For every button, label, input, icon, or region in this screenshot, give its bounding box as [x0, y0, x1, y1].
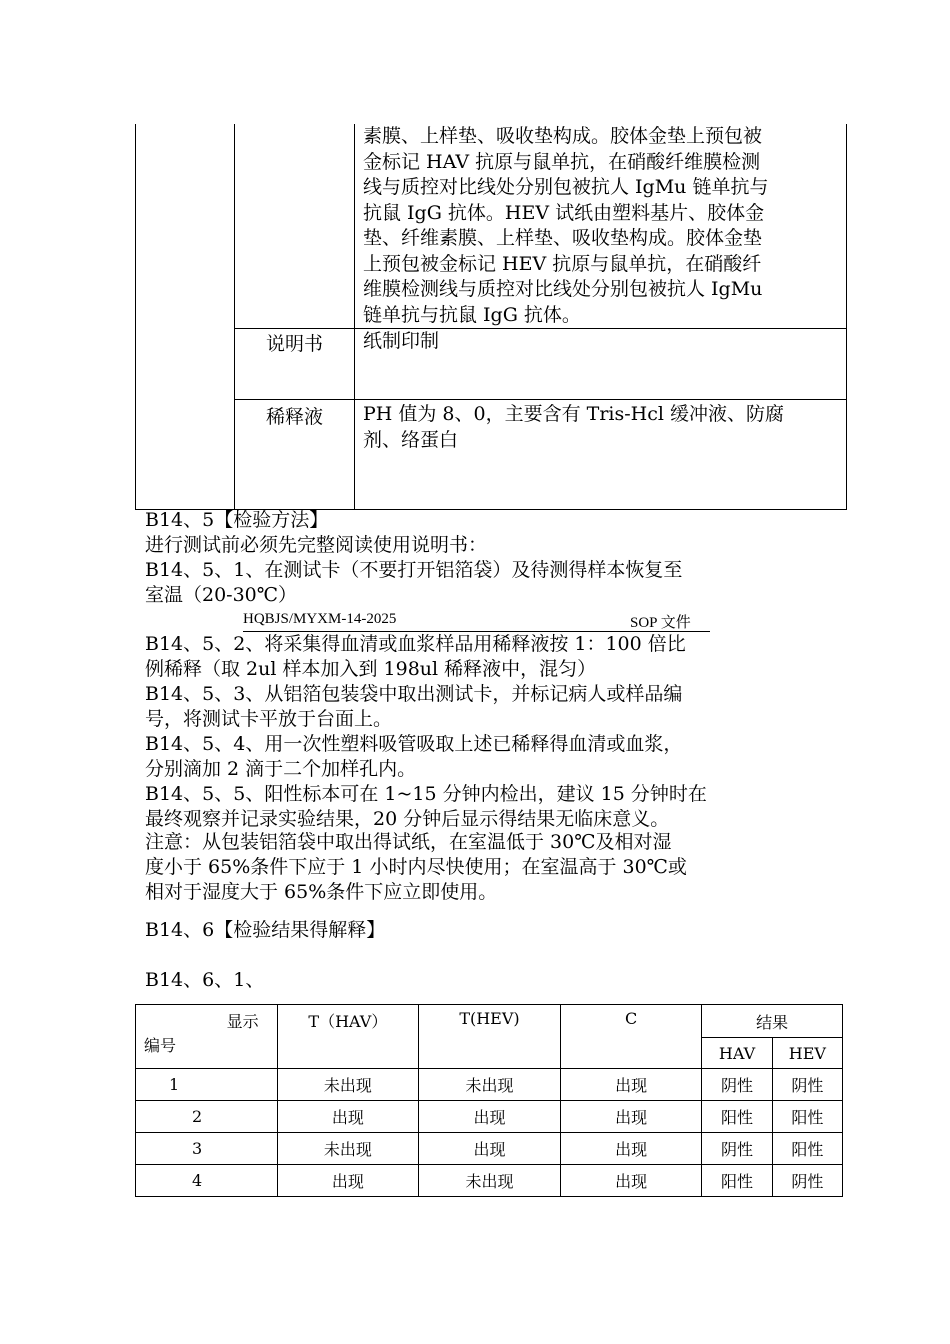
cell-c: 出现 [560, 1133, 702, 1165]
text-line: 分别滴加 2 滴于二个加样孔内。 [145, 758, 417, 780]
component-row [136, 124, 847, 329]
cell-t-hev: 未出现 [419, 1165, 561, 1197]
note [145, 830, 687, 905]
cell-t-hav: 未出现 [277, 1133, 419, 1165]
text-line: 最终观察并记录实验结果，20 分钟后显示得结果无临床意义。 [145, 808, 670, 830]
desc-line: 线与质控对比线处分别包被抗人 IgMu 链单抗与 [363, 176, 769, 198]
component-row [136, 329, 847, 400]
table-row [136, 1069, 843, 1101]
text-line: 注意：从包装铝箔袋中取出得试纸，在室温低于 30℃及相对湿 [145, 831, 672, 853]
cell-hav: 阳性 [702, 1101, 772, 1133]
table-row [136, 1101, 843, 1133]
document-code: HQBJS/MYXM-14-2025 [243, 611, 397, 627]
component-name: 稀释液 [235, 400, 355, 510]
table-row [136, 1133, 843, 1165]
cell-t-hev: 未出现 [419, 1069, 561, 1101]
cell-no: 2 [136, 1101, 278, 1133]
desc-line: 纸制印制 [363, 330, 440, 352]
cell-no: 3 [136, 1133, 278, 1165]
cell-c: 出现 [560, 1101, 702, 1133]
component-name: 说明书 [235, 329, 355, 400]
text-line: 相对于湿度大于 65%条件下应立即使用。 [145, 881, 498, 903]
desc-line: 维膜检测线与质控对比线处分别包被抗人 IgMu [363, 278, 763, 300]
header-display: 显示 [226, 1012, 259, 1031]
section6-sub: B14、6、1、 [145, 969, 265, 991]
text-line: 号，将测试卡平放于台面上。 [145, 708, 393, 730]
cell-no: 1 [136, 1069, 278, 1101]
desc-line: PH 值为 8、0，主要含有 Tris-Hcl 缓冲液、防腐 [363, 403, 784, 425]
cell-hev: 阴性 [772, 1165, 842, 1197]
cell-hav: 阴性 [702, 1069, 772, 1101]
desc-line: 垫、纤维素膜、上样垫、吸收垫构成。胶体金垫 [363, 227, 763, 249]
table-header-row [136, 1005, 843, 1038]
cell-hav: 阴性 [702, 1133, 772, 1165]
text-line: B14、5、3、从铝箔包装袋中取出测试卡，并标记病人或样品编 [145, 683, 683, 705]
document-label: SOP 文件 [630, 615, 691, 631]
component-desc [355, 124, 847, 329]
step-2 [145, 632, 686, 682]
step-3 [145, 682, 682, 732]
cell-t-hav: 出现 [277, 1101, 419, 1133]
cell-t-hav: 未出现 [277, 1069, 419, 1101]
cell-t-hev: 出现 [419, 1101, 561, 1133]
table-row [136, 1165, 843, 1197]
text-line: B14、5、5、阳性标本可在 1~15 分钟内检出，建议 15 分钟时在 [145, 783, 707, 805]
header-hav: HAV [702, 1038, 772, 1069]
cell-t-hev: 出现 [419, 1133, 561, 1165]
step-1 [145, 558, 682, 608]
text-line: B14、5、4、用一次性塑料吸管吸取上述已稀释得血清或血浆， [145, 733, 683, 755]
header-number: 编号 [144, 1036, 177, 1055]
cell-c: 出现 [560, 1069, 702, 1101]
section5-title: B14、5【检验方法】 [145, 509, 329, 531]
text-line: 室温（20-30℃） [145, 584, 298, 606]
cell-hev: 阳性 [772, 1133, 842, 1165]
cell-c: 出现 [560, 1165, 702, 1197]
header-c: C [560, 1005, 702, 1069]
desc-line: 剂、络蛋白 [363, 428, 459, 451]
text-line: 度小于 65%条件下应于 1 小时内尽快使用；在室温高于 30℃或 [145, 856, 687, 878]
desc-line: 链单抗与抗鼠 IgG 抗体。 [363, 303, 581, 326]
component-name [235, 124, 355, 329]
desc-line: 金标记 HAV 抗原与鼠单抗，在硝酸纤维膜检测 [363, 150, 761, 173]
results-table [135, 1004, 843, 1197]
cell-hav: 阳性 [702, 1165, 772, 1197]
header-hev: HEV [772, 1038, 842, 1069]
components-table [135, 124, 847, 510]
cell-t-hav: 出现 [277, 1165, 419, 1197]
step-4 [145, 732, 682, 782]
cell-no: 4 [136, 1165, 278, 1197]
desc-line: 抗鼠 IgG 抗体。HEV 试纸由塑料基片、胶体金 [363, 201, 765, 224]
component-desc [355, 400, 847, 510]
cell-hev: 阳性 [772, 1101, 842, 1133]
category-cell [136, 124, 235, 510]
section5-intro: 进行测试前必须先完整阅读使用说明书： [145, 534, 488, 556]
text-line: B14、5、1、在测试卡（不要打开铝箔袋）及待测得样本恢复至 [145, 559, 683, 581]
component-desc [355, 329, 847, 400]
header-result: 结果 [702, 1005, 843, 1038]
cell-hev: 阴性 [772, 1069, 842, 1101]
section6-title: B14、6【检验结果得解释】 [145, 919, 386, 941]
text-line: B14、5、2、将采集得血清或血浆样品用稀释液按 1：100 倍比 [145, 633, 686, 655]
desc-line: 素膜、上样垫、吸收垫构成。胶体金垫上预包被 [363, 125, 763, 147]
corner-header [136, 1005, 278, 1069]
step-5 [145, 782, 707, 832]
desc-line: 上预包被金标记 HEV 抗原与鼠单抗，在硝酸纤 [363, 252, 762, 275]
page-header [243, 611, 710, 632]
component-row [136, 400, 847, 510]
text-line: 例稀释（取 2ul 样本加入到 198ul 稀释液中，混匀） [145, 658, 597, 680]
header-t-hav: T（HAV） [277, 1005, 419, 1069]
header-t-hev: T(HEV) [419, 1005, 561, 1069]
